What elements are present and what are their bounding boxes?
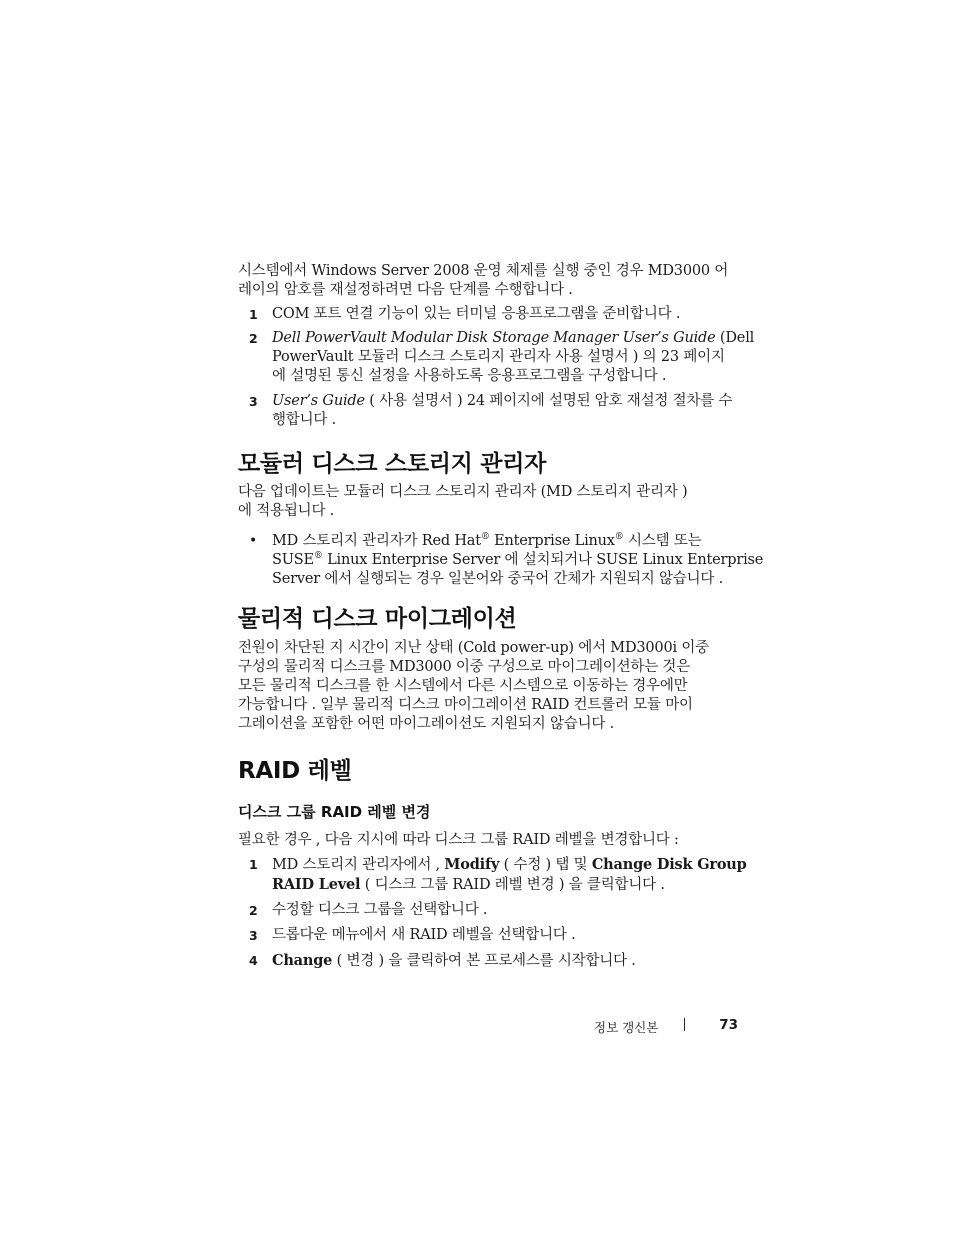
list-item <box>238 901 738 920</box>
subsection-heading: 디스크 그룹 RAID 레벨 변경 <box>238 803 431 821</box>
subsection-intro: 필요한 경우 , 다음 지시에 따라 디스크 그룹 RAID 레벨을 변경합니다 : <box>238 832 679 848</box>
list-item <box>238 532 764 589</box>
list-item <box>238 951 738 971</box>
step-text: 수정할 디스크 그룹을 선택합니다 . <box>272 902 488 918</box>
step-text: 행합니다 . <box>272 412 337 428</box>
paragraph-line: 가능합니다 . 일부 물리적 디스크 마이그레이션 RAID 컨트롤러 모듈 마이 <box>238 697 693 713</box>
step-line <box>272 855 747 875</box>
step-number: 1 <box>249 307 258 322</box>
bullet-icon: • <box>249 533 258 549</box>
step-line <box>272 951 738 971</box>
paragraph-line: 전원이 차단된 지 시간이 지난 상태 (Cold power-up) 에서 MD3000i 이중 <box>238 640 709 656</box>
step-text: COM 포트 연결 기능이 있는 터미널 응용프로그램을 준비합니다 . <box>272 306 681 322</box>
page-number: 73 <box>719 1017 738 1033</box>
section-migration <box>238 604 738 734</box>
step-text: MD 스토리지 관리자에서 , <box>272 857 445 873</box>
registered-mark: ® <box>480 532 490 543</box>
step-text: ( 변경 ) 을 클릭하여 본 프로세스를 시작합니다 . <box>332 953 636 969</box>
bullet-text: Linux Enterprise Server 에 설치되거나 SUSE Linux Enterprise <box>322 552 764 568</box>
step-text: 에 설명된 통신 설정을 사용하도록 응용프로그램을 구성합니다 . <box>272 368 667 384</box>
step-line <box>272 875 738 895</box>
guide-title: User’s Guide <box>272 393 365 409</box>
paragraph-line: 다음 업데이트는 모듈러 디스크 스토리지 관리자 (MD 스토리지 관리자 ) <box>238 484 688 500</box>
intro-line: 레이의 암호를 재설정하려면 다음 단계를 수행합니다 . <box>238 282 573 298</box>
step-number: 3 <box>249 928 258 943</box>
list-item <box>238 392 738 430</box>
registered-mark: ® <box>614 532 624 543</box>
step-line <box>272 392 738 411</box>
step-number: 2 <box>249 903 258 918</box>
list-item <box>238 305 738 324</box>
paragraph-line: 모든 물리적 디스크를 한 시스템에서 다른 시스템으로 이동하는 경우에만 <box>238 678 688 694</box>
list-item <box>238 329 755 386</box>
list-item <box>238 855 747 895</box>
ui-term-modify: Modify <box>444 856 500 873</box>
intro-line: 시스템에서 Windows Server 2008 운영 체제를 실행 중인 경우 MD3000 어 <box>238 263 729 279</box>
paragraph-line: 그레이션을 포함한 어떤 마이그레이션도 지원되지 않습니다 . <box>238 716 615 732</box>
bullet-text: MD 스토리지 관리자가 Red Hat <box>272 533 481 549</box>
section-heading: 모듈러 디스크 스토리지 관리자 <box>238 451 547 477</box>
paragraph-line: 에 적용됩니다 . <box>238 503 335 519</box>
section-paragraph <box>238 483 738 521</box>
step-text: ( 디스크 그룹 RAID 레벨 변경 ) 을 클릭합니다 . <box>360 877 665 893</box>
paragraph-line: 구성의 물리적 디스크를 MD3000 이중 구성으로 마이그레이션하는 것은 <box>238 659 691 675</box>
bullet-line <box>272 532 738 551</box>
registered-mark: ® <box>313 551 323 562</box>
ui-term-change: Change <box>272 952 333 969</box>
footer-divider <box>684 1018 685 1031</box>
bullet-line <box>272 551 764 570</box>
guide-title: Dell PowerVault Modular Disk Storage Manager User’s Guide <box>272 330 716 346</box>
bullet-text: 시스템 또는 <box>623 533 702 549</box>
section-raid <box>238 756 747 971</box>
section-paragraph <box>238 639 738 734</box>
step-number: 3 <box>249 394 258 409</box>
step-text: ( 수정 ) 탭 및 <box>499 857 592 873</box>
intro-steps <box>238 305 755 430</box>
ui-term-change-disk-group: Change Disk Group <box>591 856 747 873</box>
list-item <box>238 926 738 945</box>
footer-section-label: 정보 갱신본 <box>594 1020 659 1035</box>
page-footer <box>594 1016 738 1036</box>
step-text: (Dell <box>715 330 755 346</box>
step-number: 4 <box>249 953 258 968</box>
bullet-text: Enterprise Linux <box>489 533 615 549</box>
section-mdsm <box>238 449 764 589</box>
intro-block <box>238 262 738 300</box>
step-number: 2 <box>249 331 258 346</box>
bullet-text: SUSE <box>272 552 314 568</box>
step-text: PowerVault 모듈러 디스크 스토리지 관리자 사용 설명서 ) 의 23 페이지 <box>272 349 725 365</box>
section-heading: RAID 레벨 <box>238 758 352 784</box>
section-heading: 물리적 디스크 마이그레이션 <box>238 606 517 632</box>
step-text: ( 사용 설명서 ) 24 페이지에 설명된 암호 재설정 절차를 수 <box>364 393 733 409</box>
ui-term-raid-level: RAID Level <box>272 876 361 893</box>
bullet-text: Server 에서 실행되는 경우 일본어와 중국어 간체가 지원되지 않습니다 . <box>272 571 724 587</box>
step-number: 1 <box>249 857 258 872</box>
step-text: 드롭다운 메뉴에서 새 RAID 레벨을 선택합니다 . <box>272 927 576 943</box>
step-line <box>272 329 755 348</box>
intro-paragraph <box>238 262 738 300</box>
